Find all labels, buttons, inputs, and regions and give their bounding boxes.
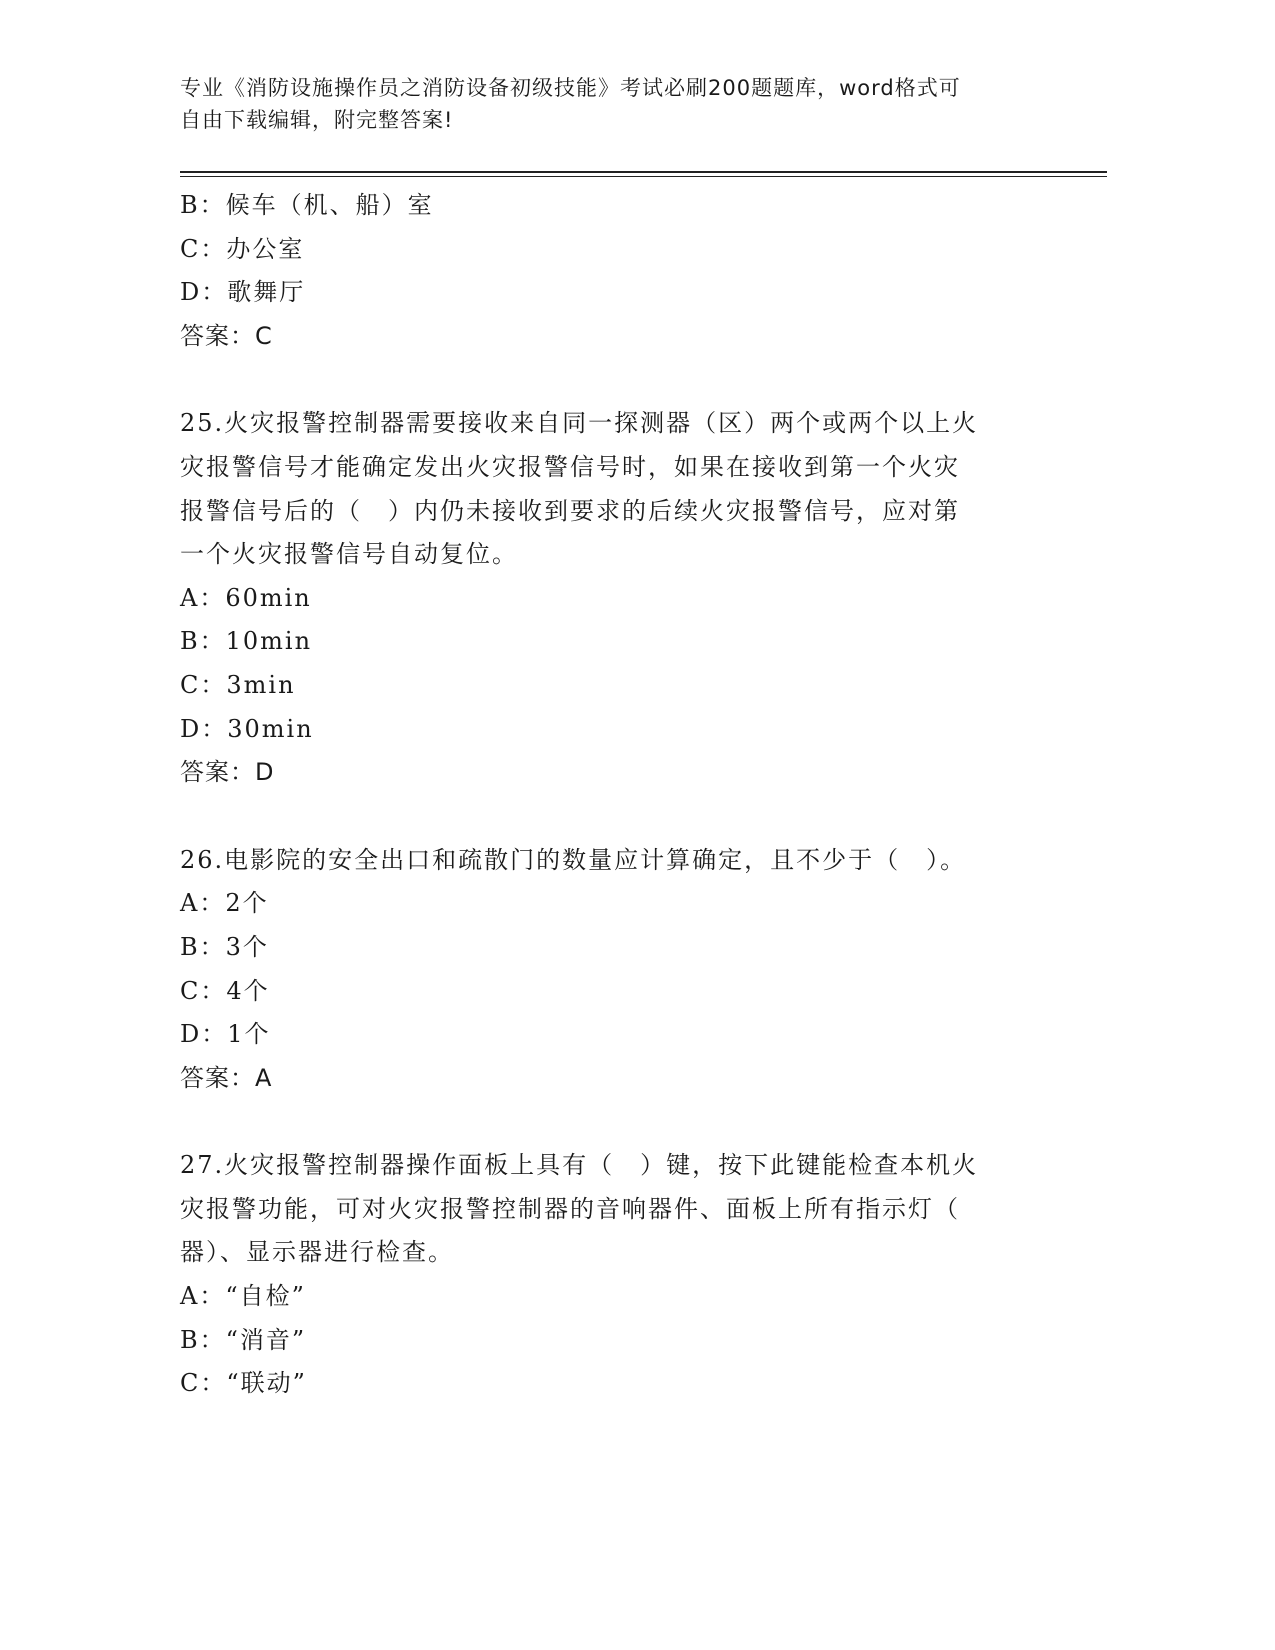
question-list (180, 184, 1040, 1406)
option-b: B：10min (180, 627, 313, 656)
question-25 (180, 402, 1040, 794)
option-d: D：30min (180, 714, 314, 743)
question-line: 27.火灾报警控制器操作面板上具有（ ）键，按下此键能检查本机火 (180, 1151, 979, 1180)
question-line: 25.火灾报警控制器需要接收来自同一探测器（区）两个或两个以上火 (180, 409, 979, 438)
option-b: B：候车（机、船）室 (180, 191, 434, 219)
question-line: 报警信号后的（ ）内仍未接收到要求的后续火灾报警信号，应对第 (180, 496, 960, 525)
option-c: C：3min (180, 670, 296, 699)
answer-label: 答案：D (180, 758, 275, 787)
question-text (180, 402, 1040, 576)
option-b: B：“消音” (180, 1325, 307, 1354)
question-line: 一个火灾报警信号自动复位。 (180, 540, 518, 569)
option-c: C：4个 (180, 976, 270, 1005)
question-text (180, 1144, 1040, 1275)
option-c: C：“联动” (180, 1369, 307, 1398)
question-line: 灾报警信号才能确定发出火灾报警信号时，如果在接收到第一个火灾 (180, 452, 960, 481)
option-a: A：2个 (180, 889, 269, 918)
option-d: D：歌舞厅 (180, 278, 306, 307)
question-text (180, 839, 1040, 883)
question-line: 器）、显示器进行检查。 (180, 1238, 454, 1267)
header-divider-thick (180, 171, 1107, 173)
answer-label: 答案：C (180, 321, 273, 350)
header-line-2: 自由下载编辑，附完整答案! (180, 108, 454, 132)
question-27 (180, 1144, 1040, 1406)
document-header (180, 72, 1040, 136)
previous-question-tail (180, 184, 1040, 358)
answer-label: 答案：A (180, 1063, 273, 1092)
option-d: D：1个 (180, 1020, 271, 1049)
question-line: 灾报警功能，可对火灾报警控制器的音响器件、面板上所有指示灯（ (180, 1194, 960, 1223)
header-divider-thin (180, 176, 1107, 177)
question-line: 26.电影院的安全出口和疏散门的数量应计算确定，且不少于（ ）。 (180, 845, 967, 874)
option-a: A：60min (180, 583, 312, 612)
option-c: C：办公室 (180, 234, 305, 263)
header-line-1: 专业《消防设施操作员之消防设备初级技能》考试必刷200题题库，word格式可 (180, 76, 961, 100)
option-a: A：“自检” (180, 1282, 306, 1311)
option-b: B：3个 (180, 932, 269, 961)
question-26 (180, 839, 1040, 1101)
